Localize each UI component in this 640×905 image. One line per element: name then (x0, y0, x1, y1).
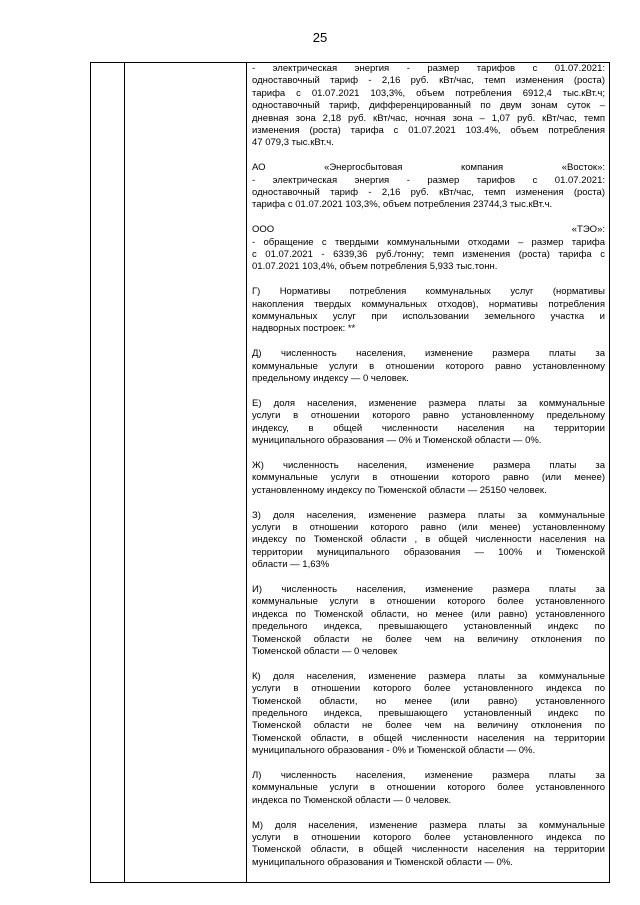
paragraph-line: с 01.07.2021 - 6339,36 руб./тонну; темп изменения (роста) тарифа с (252, 249, 605, 261)
paragraph-line: - электрическая энергия - размер тарифов с 01.07.2021: (252, 174, 605, 186)
paragraph-line: И) численность населения, изменение размера платы за (252, 583, 605, 595)
paragraph (252, 820, 605, 870)
paragraph-line: АО «Энергосбытовая компания «Восток»: (252, 162, 605, 174)
paragraph-line: Тюменской области, но менее (или равно) установленного (252, 695, 605, 707)
paragraph-line: изменения (роста) тарифа с 01.07.2021 103.4%, объем потребления (252, 125, 605, 137)
paragraph (252, 584, 605, 658)
paragraph-line: тарифа с 01.07.2021 103,3%, объем потребления 6912,4 тыс.кВт.ч; (252, 87, 605, 99)
paragraph-line: тарифа с 01.07.2021 103,3%, объем потребления 23744,3 тыс.кВт.ч. (252, 199, 553, 211)
paragraph (252, 770, 605, 807)
paragraph (252, 286, 605, 336)
paragraph-line: коммунальные услуги в отношении которого равно (или менее) (252, 472, 605, 484)
paragraph-line: коммунальных услуг при использовании земельного участка и (252, 311, 605, 323)
paragraph-line: территории муниципального образования — 100% и Тюменской (252, 546, 605, 558)
paragraph-line: услуги в отношении которого более установленного индекса по (252, 832, 605, 844)
paragraph-line: Тюменской области — 0 человек (252, 645, 398, 657)
paragraph-line: одноставочный тариф, дифференцированный по двум зонам суток – (252, 100, 605, 112)
paragraph-line: 01.07.2021 103,4%, объем потребления 5,933 тыс.тонн. (252, 261, 498, 273)
paragraph-line: коммунальные услуги в отношении которого более установленного (252, 782, 605, 794)
paragraph-line: коммунальные услуги в отношении которого равно установленному (252, 360, 605, 372)
paragraph-line: ООО «ТЭО»: (252, 224, 605, 236)
paragraph-line: Тюменской области не более чем на величину отклонения по (252, 633, 605, 645)
paragraph-line: муниципального образования - 0% и Тюменской области — 0%. (252, 745, 536, 757)
paragraph-line: муниципального образования — 0% и Тюменской области — 0%. (252, 435, 542, 447)
paragraph-line: Г) Нормативы потребления коммунальных услуг (нормативы (252, 286, 605, 298)
page-number: 25 (312, 30, 328, 45)
paragraph-line: индексу по Тюменской области , в общей численности населения на (252, 534, 605, 546)
paragraph (252, 460, 605, 497)
paragraph (252, 510, 605, 572)
name-cell (125, 63, 247, 883)
paragraph (252, 162, 605, 212)
paragraph (252, 63, 605, 150)
content-cell (247, 63, 610, 883)
paragraph-line: одноставочный тариф - 2,16 руб. кВт/час, темп изменения (роста) (252, 75, 605, 87)
paragraph (252, 348, 605, 385)
paragraph-line: - обращение с твердыми коммунальными отходами – размер тарифа (252, 236, 605, 248)
paragraph-line: одноставочный тариф - 2,16 руб. кВт/час, темп изменения (роста) (252, 187, 605, 199)
paragraph-line: - электрическая энергия - размер тарифов с 01.07.2021: (252, 63, 605, 74)
paragraph-line: услуги в отношении которого более установленного индекса по (252, 683, 605, 695)
paragraph-line: Д) численность населения, изменение размера платы за (252, 348, 605, 360)
paragraph-line: Ж) численность населения, изменение размера платы за (252, 459, 605, 471)
number-cell (91, 63, 125, 883)
paragraph-line: Тюменской области не более чем на величину отклонения по (252, 720, 605, 732)
paragraph-line: Тюменской области, в общей численности населения на территории (252, 732, 605, 744)
paragraph (252, 671, 605, 758)
paragraph-line: К) доля населения, изменение размера платы за коммунальные (252, 670, 605, 682)
paragraph (252, 224, 605, 274)
paragraph-line: муниципального образования и Тюменской области — 0%. (252, 856, 513, 868)
paragraph-line: индекса по Тюменской области — 0 человек. (252, 794, 452, 806)
paragraph-line: предельного индекса, превышающего установленный индекс по (252, 621, 605, 633)
paragraph-line: М) доля населения, изменение размера платы за коммунальные (252, 819, 605, 831)
paragraph-line: услуги в отношении которого равно установленному предельному (252, 410, 605, 422)
paragraph-line: Тюменской области, в общей численности населения на территории (252, 844, 605, 856)
paragraph-line: 47 079,3 тыс.кВт.ч. (252, 137, 334, 149)
paragraph-line: предельного индекса, превышающего установленный индекс по (252, 707, 605, 719)
table-row (91, 63, 610, 883)
paragraph (252, 398, 605, 448)
paragraph-line: надворных построек: ** (252, 323, 356, 335)
paragraph-line: предельному индексу — 0 человек. (252, 373, 409, 385)
paragraph-line: услуги в отношении которого равно (или менее) установленному (252, 521, 605, 533)
paragraph-line: Е) доля населения, изменение размера платы за коммунальные (252, 397, 605, 409)
paragraph-line: индексу, в общей численности населения на территории (252, 422, 605, 434)
content-text (247, 63, 609, 869)
paragraph-line: дневная зона 2,18 руб. кВт/час, ночная зона – 1,07 руб. кВт/час, темп (252, 112, 605, 124)
paragraph-line: коммунальные услуги в отношении которого более установленного (252, 596, 605, 608)
paragraph-line: Л) численность населения, изменение размера платы за (252, 770, 605, 781)
paragraph-line: З) доля населения, изменение размера платы за коммунальные (252, 509, 605, 521)
paragraph-line: накопления твердых коммунальных отходов), нормативы потребления (252, 298, 605, 310)
paragraph-line: области — 1,63% (252, 559, 330, 571)
paragraph-line: индекса по Тюменской области, но менее (или равно) установленного (252, 608, 605, 620)
paragraph-line: установленному индексу по Тюменской области — 25150 человек. (252, 484, 547, 496)
document-table (90, 62, 610, 883)
